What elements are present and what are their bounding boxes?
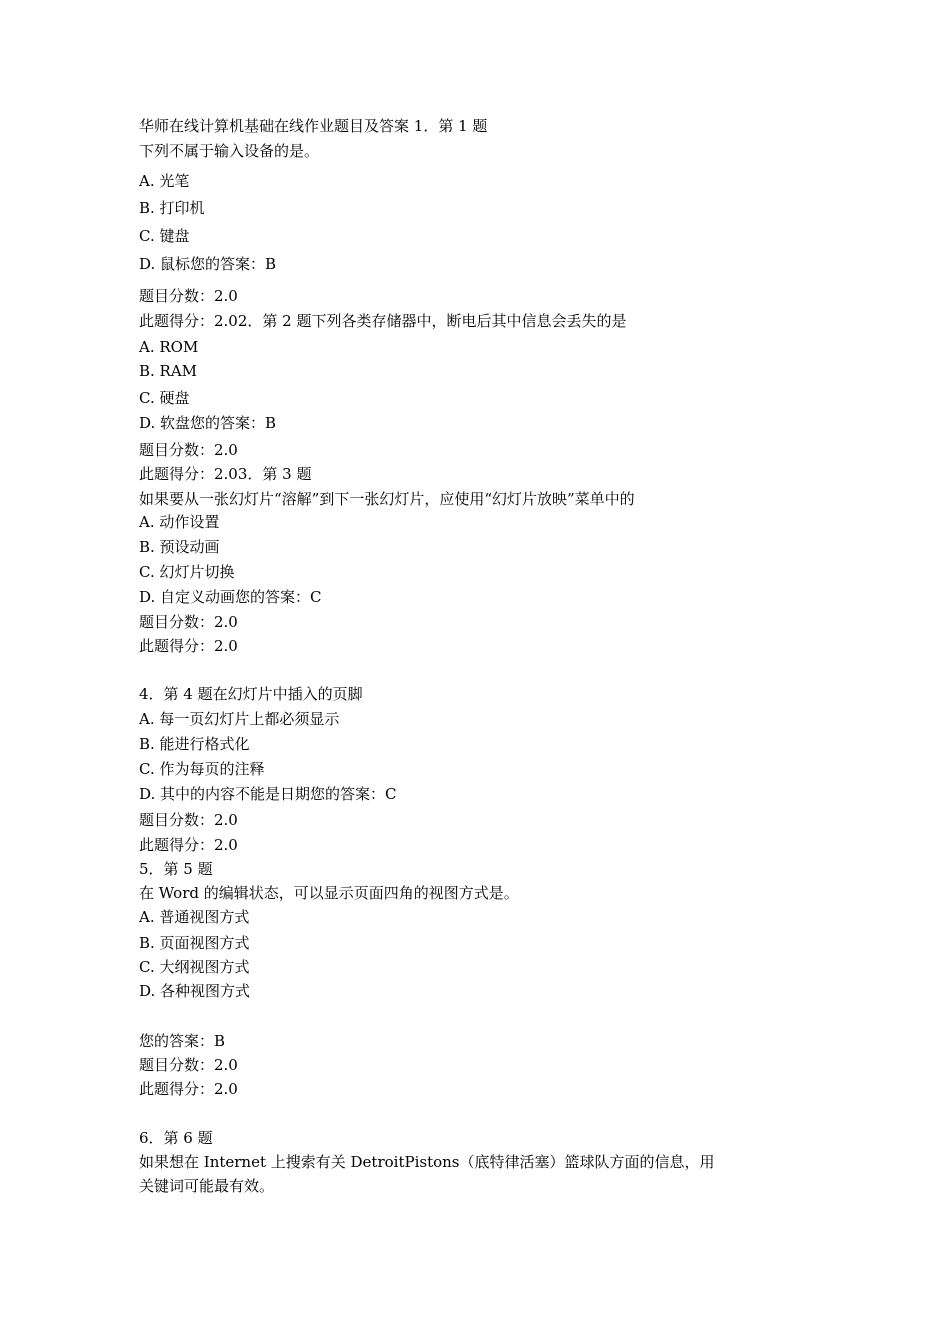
q5-option-d: D. 各种视图方式 [139,982,251,1000]
q1-option-d-answer: D. 鼠标您的答案：B [139,255,277,273]
q5-stem: 在 Word 的编辑状态，可以显示页面四角的视图方式是。 [139,884,519,902]
q4-option-c: C. 作为每页的注释 [139,760,265,778]
q4-stem: 4．第 4 题在幻灯片中插入的页脚 [139,685,363,703]
q6-stem-line-2: 关键词可能最有效。 [139,1177,275,1195]
q5-option-a: A. 普通视图方式 [139,908,250,926]
q2-option-c: C. 硬盘 [139,389,190,407]
q4-option-a: A. 每一页幻灯片上都必须显示 [139,710,340,728]
q4-option-b: B. 能进行格式化 [139,735,250,753]
q2-option-d-answer: D. 软盘您的答案：B [139,414,277,432]
q3-option-c: C. 幻灯片切换 [139,563,235,581]
q5-answer: 您的答案：B [139,1032,226,1050]
q5-points: 题目分数：2.0 [139,1056,238,1074]
q3-points: 题目分数：2.0 [139,613,238,631]
document-title: 华师在线计算机基础在线作业题目及答案 1．第 1 题 [139,117,488,135]
q1-option-a: A. 光笔 [139,172,190,190]
q3-score: 此题得分：2.0 [139,637,238,655]
q2-option-a: A. ROM [139,338,199,356]
q1-option-b: B. 打印机 [139,199,205,217]
q5-heading: 5．第 5 题 [139,860,213,878]
q1-option-c: C. 键盘 [139,227,190,245]
q3-option-a: A. 动作设置 [139,513,220,531]
q5-option-c: C. 大纲视图方式 [139,958,250,976]
q5-option-b: B. 页面视图方式 [139,934,250,952]
q2-points: 题目分数：2.0 [139,441,238,459]
q2-score-q3-heading: 此题得分：2.03．第 3 题 [139,465,312,483]
q3-option-d-answer: D. 自定义动画您的答案：C [139,588,322,606]
q3-stem: 如果要从一张幻灯片“溶解”到下一张幻灯片，应使用“幻灯片放映”菜单中的 [139,490,635,508]
q4-points: 题目分数：2.0 [139,811,238,829]
q1-score-q2-stem: 此题得分：2.02．第 2 题下列各类存储器中，断电后其中信息会丢失的是 [139,312,627,330]
q1-stem: 下列不属于输入设备的是。 [139,142,320,160]
q6-heading: 6．第 6 题 [139,1129,213,1147]
q6-stem-line-1: 如果想在 Internet 上搜索有关 DetroitPistons（底特律活塞）篮球队方面的信息，用 [139,1153,715,1171]
q3-option-b: B. 预设动画 [139,538,220,556]
q1-points: 题目分数：2.0 [139,287,238,305]
q2-option-b: B. RAM [139,362,198,380]
q4-score: 此题得分：2.0 [139,836,238,854]
q4-option-d-answer: D. 其中的内容不能是日期您的答案：C [139,785,397,803]
q5-score: 此题得分：2.0 [139,1080,238,1098]
